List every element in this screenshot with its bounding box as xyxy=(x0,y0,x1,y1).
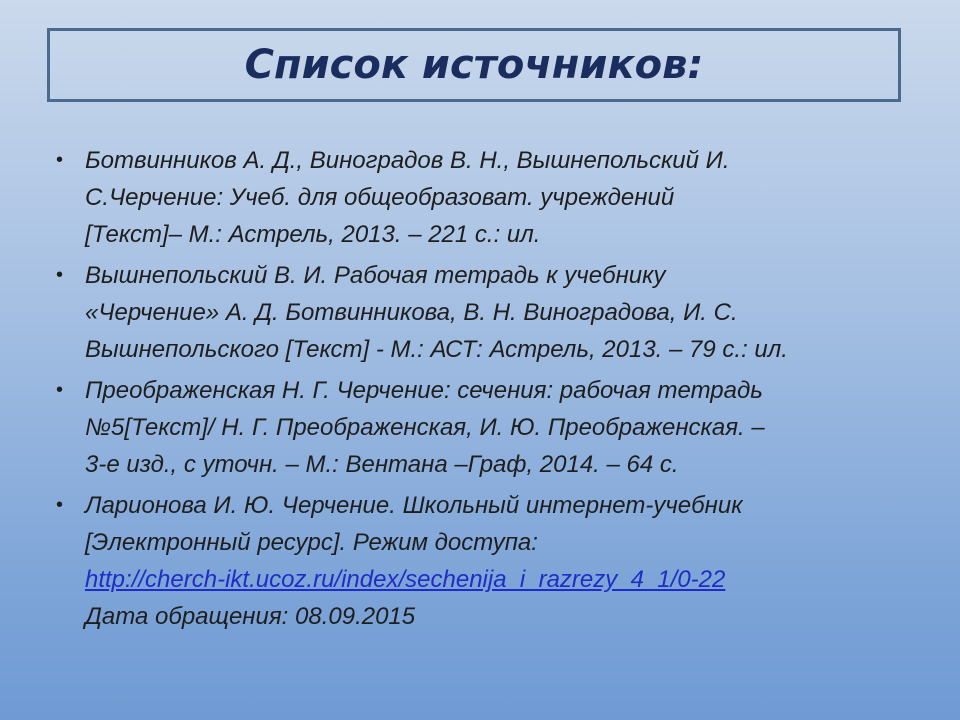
source-item-1 xyxy=(56,142,906,253)
source-2-line-2: «Черчение» А. Д. Ботвинникова, В. Н. Виноградова, И. С. xyxy=(85,299,738,326)
bullet-icon: • xyxy=(56,264,64,286)
source-4-access-date: Дата обращения: 08.09.2015 xyxy=(85,603,416,630)
sources-list xyxy=(56,142,906,639)
source-item-2 xyxy=(56,257,906,368)
source-1-line-3: [Текст]– М.: Астрель, 2013. – 221 с.: ил. xyxy=(85,221,541,248)
source-item-3 xyxy=(56,372,906,483)
source-3-line-3: 3-е изд., с уточн. – М.: Вентана –Граф, 2014. – 64 с. xyxy=(85,451,679,478)
source-2-line-1: Вышнепольский В. И. Рабочая тетрадь к учебнику xyxy=(85,262,666,289)
source-item-4 xyxy=(56,487,906,635)
source-2-line-3: Вышнепольского [Текст] - М.: АСТ: Астрель, 2013. – 79 с.: ил. xyxy=(85,336,788,363)
source-1-line-1: Ботвинников А. Д., Виноградов В. Н., Вышнепольский И. xyxy=(85,147,730,174)
bullet-icon: • xyxy=(56,494,64,516)
bullet-icon: • xyxy=(56,149,64,171)
source-1-line-2: С.Черчение: Учеб. для общеобразоват. учреждений xyxy=(85,184,675,211)
source-4-line-1: Ларионова И. Ю. Черчение. Школьный интернет-учебник xyxy=(85,492,743,519)
source-3-line-1: Преображенская Н. Г. Черчение: сечения: рабочая тетрадь xyxy=(85,377,763,404)
slide-title: Список источников: xyxy=(244,42,704,88)
bullet-icon: • xyxy=(56,379,64,401)
source-4-link[interactable]: http://cherch-ikt.ucoz.ru/index/sechenija_i_razrezy_4_1/0-22 xyxy=(85,566,726,593)
source-3-line-2: №5[Текст]/ Н. Г. Преображенская, И. Ю. Преображенская. – xyxy=(85,414,765,441)
source-4-line-2: [Электронный ресурс]. Режим доступа: xyxy=(85,529,538,556)
title-box xyxy=(47,28,901,102)
